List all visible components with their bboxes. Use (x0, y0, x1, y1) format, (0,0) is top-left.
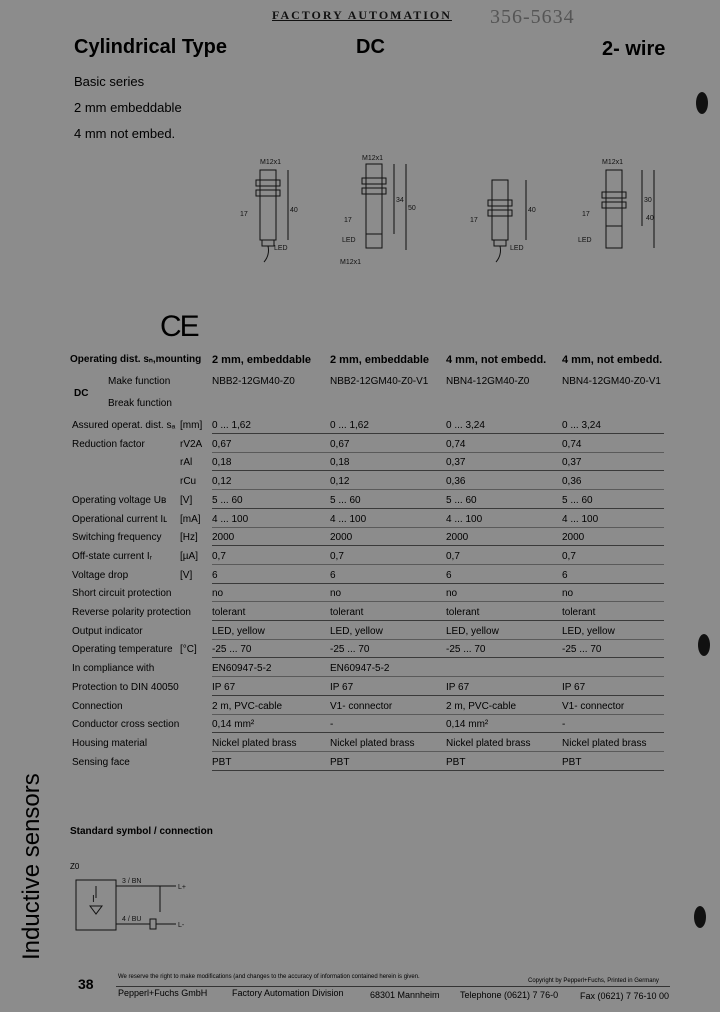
spec-row-label: Output indicator (72, 626, 143, 637)
row-divider (212, 714, 664, 715)
spec-row-unit: [Hz] (180, 532, 198, 543)
spec-cell: - (562, 719, 566, 730)
dim-label: 40 (528, 207, 536, 214)
spec-cell: tolerant (330, 607, 364, 618)
spec-cell: 2000 (330, 532, 353, 543)
thread-label: M12x1 (602, 159, 624, 166)
spec-cell: tolerant (446, 607, 480, 618)
dim-label: 30 (644, 197, 652, 204)
spec-row-label: Off-state current Iᵣ (72, 551, 153, 562)
dim-label: 17 (344, 217, 352, 224)
spec-row-unit: rV2A (180, 439, 203, 450)
spec-row-label: Housing material (72, 738, 148, 749)
spec-cell: 0,36 (446, 476, 466, 487)
spec-cell: LED, yellow (330, 626, 383, 637)
spec-row-label: Operating voltage Uв (72, 495, 167, 506)
row-divider (212, 770, 664, 771)
spec-cell: IP 67 (212, 682, 236, 693)
binding-hole (694, 906, 706, 928)
spec-cell: tolerant (562, 607, 596, 618)
spec-row-label: Reduction factor (72, 439, 145, 450)
make-function-value: NBN4-12GM40-Z0 (446, 376, 530, 387)
make-function-value: NBB2-12GM40-Z0 (212, 376, 295, 387)
spec-cell: Nickel plated brass (562, 738, 647, 749)
sensor-drawing-3 (470, 180, 536, 262)
spec-cell: LED, yellow (212, 626, 265, 637)
led-label: LED (274, 245, 288, 252)
spec-cell: 0,12 (330, 476, 350, 487)
spec-cell: 0 ... 1,62 (330, 420, 369, 431)
spec-cell: 4 ... 100 (212, 514, 249, 525)
spec-cell: tolerant (212, 607, 246, 618)
spec-row-label: In compliance with (72, 663, 155, 674)
spec-cell: 0,74 (562, 439, 582, 450)
thread-label: M12x1 (260, 159, 282, 166)
spec-cell: V1- connector (330, 701, 393, 712)
led-label: LED (578, 237, 592, 244)
row-divider (212, 470, 664, 471)
spec-cell: 6 (562, 570, 568, 581)
footer-copyright: Copyright by Pepperl+Fuchs, Printed in Germany (528, 978, 659, 984)
spec-cell: - (330, 719, 334, 730)
spec-cell: PBT (562, 757, 582, 768)
sensor-drawings (230, 150, 660, 280)
spec-row-label: Voltage drop (72, 570, 129, 581)
spec-row-label: Sensing face (72, 757, 130, 768)
column-header-3: 4 mm, not embedd. (446, 354, 547, 366)
spec-cell: -25 ... 70 (212, 644, 252, 655)
spec-cell: 0,67 (212, 439, 232, 450)
spec-cell: 0,37 (562, 457, 582, 468)
row-divider (212, 695, 664, 696)
spec-row-label: Operational current Iʟ (72, 514, 168, 525)
sensor-drawing-1 (240, 159, 298, 262)
dim-label: 17 (240, 211, 248, 218)
column-header-4: 4 mm, not embedd. (562, 354, 663, 366)
row-divider (212, 639, 664, 640)
spec-row-unit: [mm] (180, 420, 203, 431)
spec-cell: LED, yellow (562, 626, 615, 637)
spec-cell: LED, yellow (446, 626, 499, 637)
spec-cell: 0 ... 1,62 (212, 420, 251, 431)
dim-label: 17 (470, 217, 478, 224)
spec-cell: 2000 (446, 532, 469, 543)
spec-row-unit: [°C] (180, 644, 197, 655)
spec-row-unit: rAl (180, 457, 193, 468)
spec-cell: EN60947-5-2 (212, 663, 272, 674)
row-divider (212, 564, 664, 565)
spec-cell: 4 ... 100 (330, 514, 367, 525)
handwritten-note: 356-5634 (490, 6, 575, 28)
spec-cell: PBT (212, 757, 232, 768)
row-divider (212, 508, 664, 509)
footer-fax: Fax (0621) 7 76-10 00 (580, 991, 670, 1001)
spec-cell: Nickel plated brass (212, 738, 297, 749)
brand-header: FACTORY AUTOMATION (272, 8, 452, 22)
spec-cell: PBT (330, 757, 350, 768)
footer-division: Factory Automation Division (232, 988, 344, 998)
spec-cell: 5 ... 60 (330, 495, 361, 506)
row-divider (212, 489, 664, 490)
spec-cell: 0,14 mm² (446, 719, 489, 730)
spec-row-unit: [V] (180, 495, 193, 506)
row-divider (212, 657, 664, 658)
symbol-roman: I (92, 894, 95, 905)
subtitle-not-embed: 4 mm not embed. (74, 126, 176, 141)
row-divider (212, 433, 664, 434)
row-divider (212, 751, 664, 752)
make-function-label: Make function (108, 376, 171, 387)
spec-row-unit: rCu (180, 476, 197, 487)
spec-cell: no (562, 588, 574, 599)
footer-divider (116, 986, 670, 987)
spec-cell: 0 ... 3,24 (562, 420, 601, 431)
spec-cell: Nickel plated brass (446, 738, 531, 749)
spec-cell: 4 ... 100 (446, 514, 483, 525)
spec-cell: 6 (446, 570, 452, 581)
spec-cell: -25 ... 70 (562, 644, 602, 655)
row-divider (212, 620, 664, 621)
make-function-value: NBB2-12GM40-Z0-V1 (330, 376, 429, 387)
row-divider (212, 545, 664, 546)
dim-label: 40 (646, 215, 654, 222)
spec-cell: 0,36 (562, 476, 582, 487)
dim-label: 50 (408, 205, 416, 212)
footer-notice: We reserve the right to make modifications (and changes to the accuracy of information contained herein is given. (118, 974, 420, 980)
spec-row-label: Short circuit protection (72, 588, 172, 599)
subtitle-embeddable: 2 mm embeddable (74, 100, 182, 115)
sidebar-section-title: Inductive sensors (18, 773, 45, 960)
led-label: LED (510, 245, 524, 252)
spec-cell: Nickel plated brass (330, 738, 415, 749)
spec-cell: -25 ... 70 (330, 644, 370, 655)
spec-cell: 0,37 (446, 457, 466, 468)
spec-row-label: Assured operat. dist. sₐ (72, 420, 176, 431)
column-header-1: 2 mm, embeddable (212, 354, 312, 366)
symbol-heading: Standard symbol / connection (70, 826, 213, 837)
footer-telephone: Telephone (0621) 7 76-0 (460, 990, 559, 1000)
spec-cell: 0,67 (330, 439, 350, 450)
row-divider (212, 527, 664, 528)
spec-cell: PBT (446, 757, 466, 768)
spec-cell: 0 ... 3,24 (446, 420, 485, 431)
spec-cell: IP 67 (446, 682, 470, 693)
dim-label: 17 (582, 211, 590, 218)
spec-cell: no (446, 588, 458, 599)
spec-row-unit: [V] (180, 570, 193, 581)
spec-cell: no (212, 588, 224, 599)
spec-cell: no (330, 588, 342, 599)
thread-label: M12x1 (340, 259, 362, 266)
break-function-label: Break function (108, 398, 172, 409)
spec-row-label: Protection to DIN 40050 (72, 682, 179, 693)
spec-cell: -25 ... 70 (446, 644, 486, 655)
spec-cell: 6 (212, 570, 218, 581)
row-divider (212, 452, 664, 453)
row-divider (212, 583, 664, 584)
page-number: 38 (78, 976, 94, 992)
footer-company: Pepperl+Fuchs GmbH (118, 988, 208, 998)
dc-label: DC (74, 388, 89, 399)
binding-hole (698, 634, 710, 656)
sensor-drawing-2 (340, 155, 416, 266)
spec-row-label: Conductor cross section (72, 719, 180, 730)
symbol-code: Z0 (70, 862, 80, 871)
row-divider (212, 676, 664, 677)
row-divider (212, 732, 664, 733)
spec-cell: 0,12 (212, 476, 232, 487)
spec-cell: 0,7 (446, 551, 460, 562)
dim-label: 34 (396, 197, 404, 204)
spec-cell: 5 ... 60 (212, 495, 243, 506)
spec-cell: 0,18 (212, 457, 232, 468)
subtitle-series: Basic series (74, 74, 145, 89)
connection-symbol (70, 872, 210, 942)
wiring-type: 2- wire (602, 38, 666, 60)
spec-cell: 2000 (562, 532, 585, 543)
row-divider (212, 601, 664, 602)
make-function-value: NBN4-12GM40-Z0-V1 (562, 376, 661, 387)
spec-cell: 0,74 (446, 439, 466, 450)
spec-row-label: Switching frequency (72, 532, 162, 543)
minus-label: L- (178, 922, 185, 929)
spec-row-unit: [mA] (180, 514, 201, 525)
spec-cell: 2000 (212, 532, 235, 543)
spec-cell: 6 (330, 570, 336, 581)
spec-cell: V1- connector (562, 701, 625, 712)
spec-row-label: Connection (72, 701, 123, 712)
spec-cell: 5 ... 60 (446, 495, 477, 506)
spec-cell: 0,18 (330, 457, 350, 468)
ce-mark: CE (160, 310, 198, 343)
spec-cell: 0,7 (212, 551, 226, 562)
spec-cell: IP 67 (562, 682, 586, 693)
spec-row-label: Reverse polarity protection (72, 607, 191, 618)
spec-cell: 5 ... 60 (562, 495, 593, 506)
spec-row-unit: [µA] (180, 551, 198, 562)
page-title: Cylindrical Type (74, 36, 228, 58)
sensor-drawing-4 (578, 159, 654, 248)
spec-cell: 0,7 (562, 551, 576, 562)
spec-cell: 0,7 (330, 551, 344, 562)
mounting-header: Operating dist. sₙ,mounting (70, 354, 202, 365)
footer-city: 68301 Mannheim (370, 990, 440, 1000)
wire-blue-label: 4 / BU (122, 916, 142, 923)
spec-cell: 4 ... 100 (562, 514, 599, 525)
binding-hole (696, 92, 708, 114)
spec-cell: 2 m, PVC-cable (212, 701, 283, 712)
thread-label: M12x1 (362, 155, 384, 162)
spec-cell: 0,14 mm² (212, 719, 255, 730)
spec-cell: IP 67 (330, 682, 354, 693)
plus-label: L+ (178, 884, 186, 891)
spec-row-label: Operating temperature (72, 644, 173, 655)
wire-brown-label: 3 / BN (122, 878, 142, 885)
spec-cell: 2 m, PVC-cable (446, 701, 517, 712)
led-label: LED (342, 237, 356, 244)
spec-cell: EN60947-5-2 (330, 663, 390, 674)
current-type: DC (356, 36, 385, 58)
dim-label: 40 (290, 207, 298, 214)
column-header-2: 2 mm, embeddable (330, 354, 430, 366)
